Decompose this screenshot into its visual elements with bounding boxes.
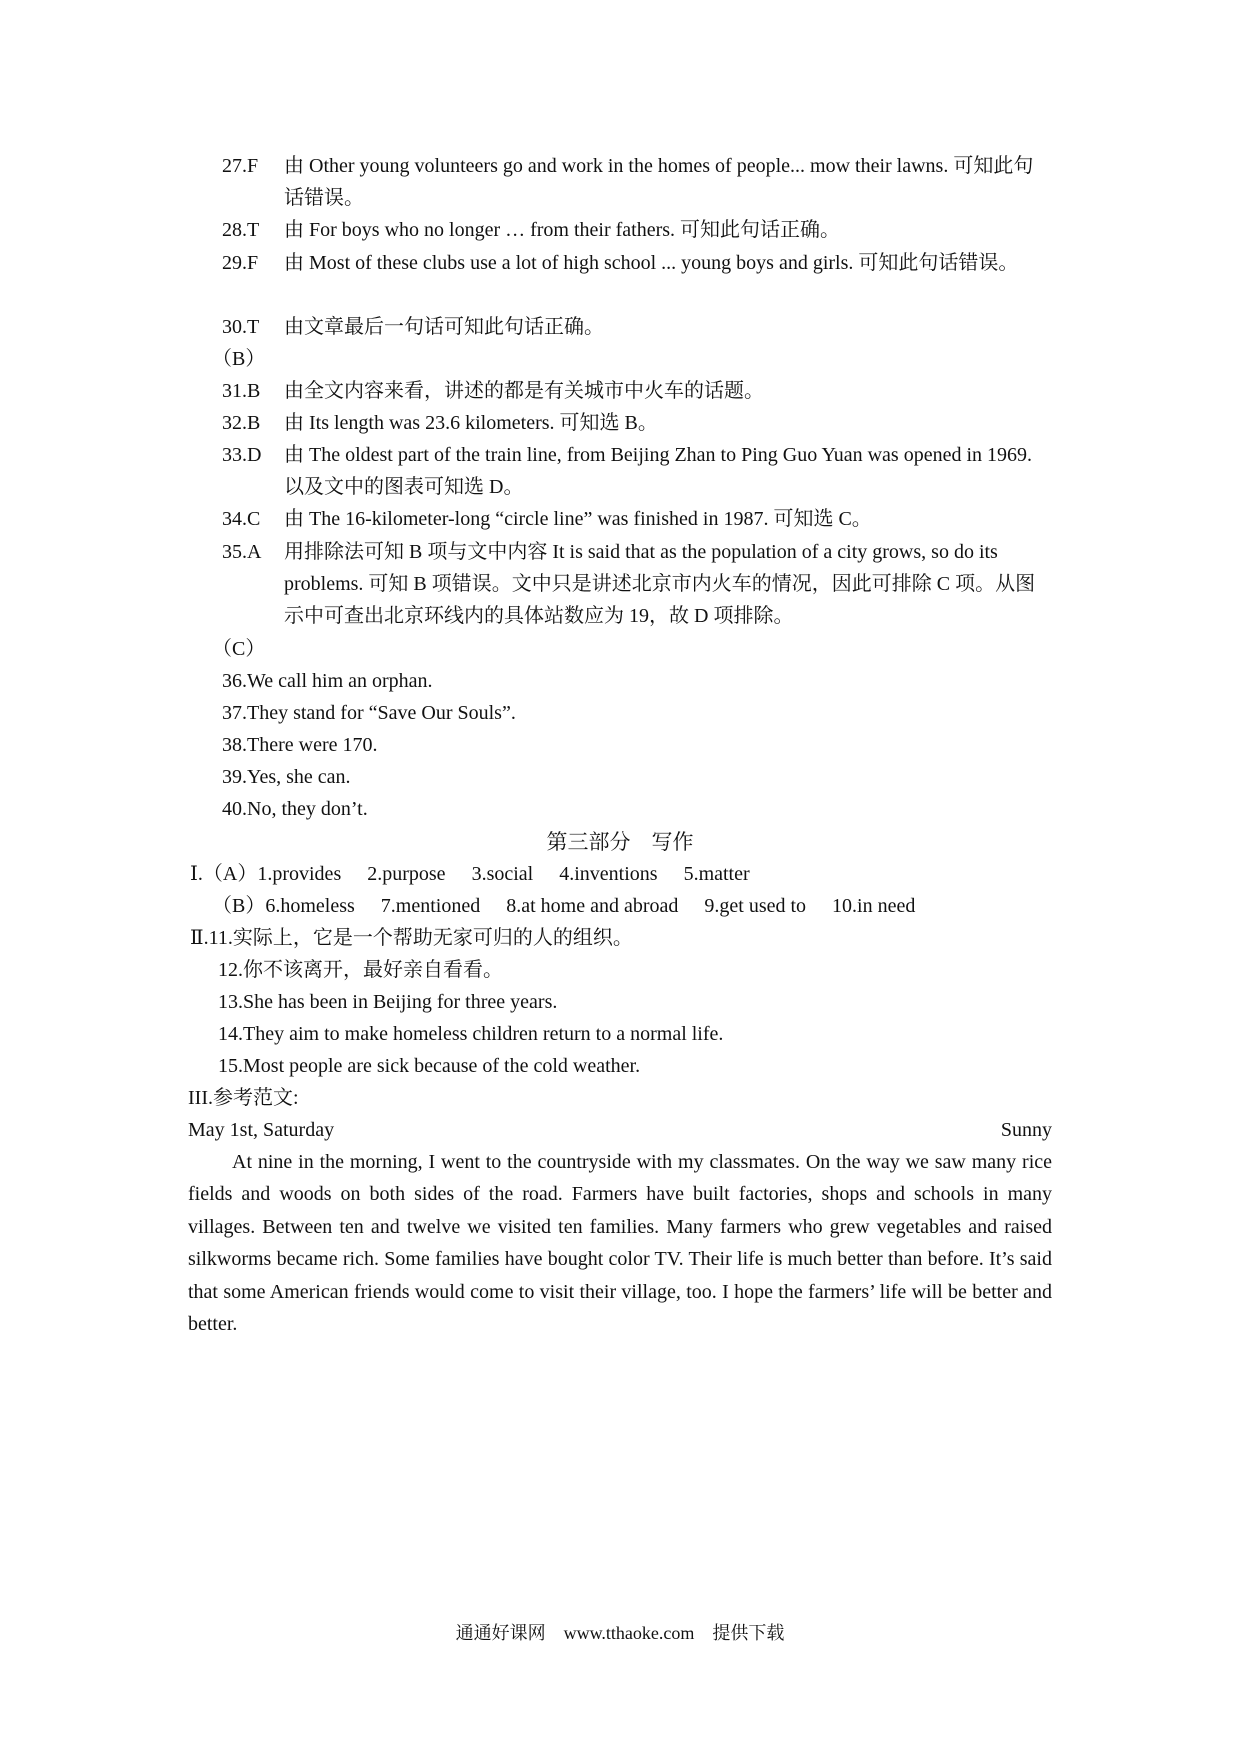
answer-number: 31.B (222, 380, 261, 402)
answer-item-38: 38.There were 170. (222, 734, 378, 756)
section-label-b: （B） (212, 348, 266, 370)
vocab-answer: 7.mentioned (380, 895, 481, 917)
answer-item-27 (222, 150, 1052, 214)
diary-date: May 1st, Saturday (188, 1119, 335, 1141)
answer-number: 30.T (222, 316, 260, 338)
vocab-answer: 1.provides (257, 863, 342, 885)
answer-number: 32.B (222, 412, 261, 434)
translation-answer: 14.They aim to make homeless children return to a normal life. (218, 1023, 724, 1045)
vocab-answer: 5.matter (683, 863, 750, 885)
answer-explanation: 由 The oldest part of the train line, from Beijing Zhan to Ping Guo Yuan was opened in 1969. 以及文中的图表可知选 D。 (284, 444, 1033, 498)
section-label-c: （C） (212, 638, 266, 660)
part1-row-a (190, 858, 750, 890)
answer-explanation: 由全文内容来看，讲述的都是有关城市中火车的话题。 (284, 380, 764, 402)
answer-item-37: 37.They stand for “Save Our Souls”. (222, 702, 516, 724)
answer-explanation: 由 Its length was 23.6 kilometers. 可知选 B。 (284, 412, 658, 434)
part3-title: III.参考范文: (188, 1087, 299, 1109)
vocab-answer: 6.homeless (265, 895, 355, 917)
sample-essay: At nine in the morning, I went to the countryside with my classmates. On the way we saw many rice fields and woods on both sides of the road. Farmers have built factories, shops and schools in many villages. Between ten and twelve we visited ten families. Many farmers who grew vegetables and raised silkworms became rich. Some families have bought color TV. Their life is much better than before. It’s said that some American friends would come to visit their village, too. I hope the farmers’ life will be better and better. (188, 1151, 1052, 1336)
answer-explanation: 用排除法可知 B 项与文中内容 It is said that as the population of a city grows, so do its problems. 可知 B 项错误。文中只是讲述北京市内火车的情况，因此可排除 C 项。从图示中可查出北京环线内的具体站数应为 19，故 D 项排除。 (284, 541, 1036, 627)
answer-explanation: 由 The 16-kilometer-long “circle line” was finished in 1987. 可知选 C。 (284, 508, 872, 530)
answer-number: 33.D (222, 444, 262, 466)
answer-item-36: 36.We call him an orphan. (222, 670, 433, 692)
answer-explanation: 由文章最后一句话可知此句话正确。 (284, 316, 604, 338)
answer-item-34 (222, 503, 1052, 535)
vocab-answer: 9.get used to (704, 895, 807, 917)
vocab-answer: 4.inventions (559, 863, 658, 885)
diary-weather: Sunny (1000, 1119, 1052, 1141)
answer-number: 34.C (222, 508, 261, 530)
vocab-answer: 2.purpose (367, 863, 446, 885)
answer-number: 28.T (222, 219, 260, 241)
answer-item-40: 40.No, they don’t. (222, 798, 368, 820)
answer-explanation: 由 Most of these clubs use a lot of high school ... young boys and girls. 可知此句话错误。 (284, 252, 1019, 274)
vocab-answer: 3.social (471, 863, 534, 885)
answer-item-28 (222, 214, 1052, 246)
answer-item-31 (222, 375, 1052, 407)
part2-row-11 (190, 922, 633, 954)
translation-answer: 15.Most people are sick because of the cold weather. (218, 1055, 641, 1077)
translation-answer: 13.She has been in Beijing for three years. (218, 991, 558, 1013)
part2-prefix: Ⅱ. (190, 927, 209, 949)
answer-item-32 (222, 407, 1052, 439)
section-title: 第三部分 写作 (546, 830, 694, 854)
answer-item-39: 39.Yes, she can. (222, 766, 351, 788)
vocab-answer: 10.in need (832, 895, 916, 917)
part1-prefix-b: （B） (212, 895, 266, 917)
answer-number: 29.F (222, 252, 259, 274)
page-footer: 通通好课网 www.tthaoke.com 提供下载 (455, 1623, 785, 1643)
part1-row-b (212, 890, 915, 922)
answer-item-33 (222, 439, 1052, 503)
answer-explanation: 由 For boys who no longer … from their fathers. 可知此句话正确。 (284, 219, 841, 241)
translation-answer: 11.实际上，它是一个帮助无家可归的人的组织。 (208, 927, 633, 949)
answer-item-29 (222, 247, 1052, 279)
answer-number: 35.A (222, 541, 262, 563)
translation-answer: 12.你不该离开，最好亲自看看。 (218, 959, 503, 981)
answer-item-35 (222, 536, 1052, 632)
answer-number: 27.F (222, 155, 259, 177)
part1-prefix-a: Ⅰ.（A） (190, 863, 258, 885)
vocab-answer: 8.at home and abroad (506, 895, 679, 917)
answer-explanation: 由 Other young volunteers go and work in the homes of people... mow their lawns. 可知此句话错误。 (284, 155, 1034, 209)
answer-item-30 (222, 311, 1052, 343)
